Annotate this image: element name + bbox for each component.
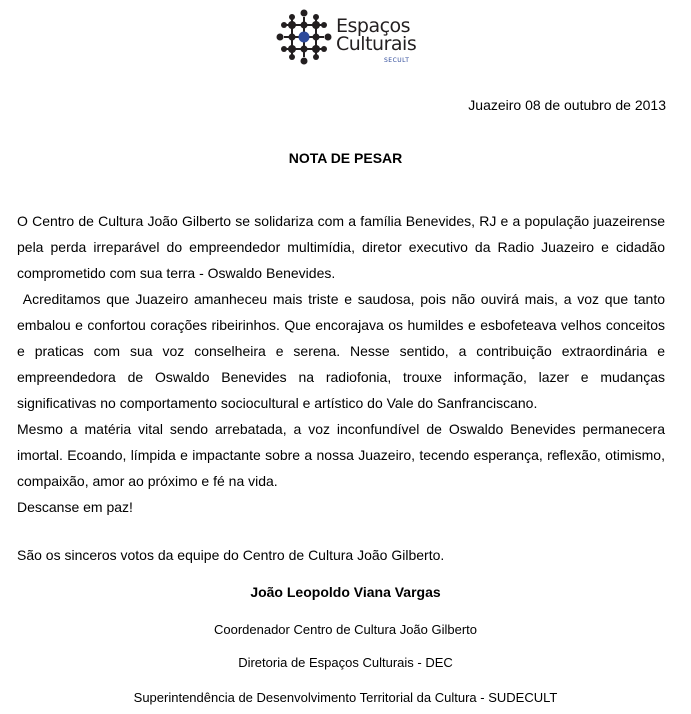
network-dots-icon [276,9,332,65]
closing-line: São os sinceros votos da equipe do Centro de Cultura João Gilberto. [17,547,445,563]
logo-line-2: Culturais [336,33,417,55]
logo-line-1: Espaços [336,15,411,37]
paragraph-4: Descanse em paz! [17,499,133,515]
paragraph-2-text: Acreditamos que Juazeiro amanheceu mais triste e saudosa, pois não ouvirá mais, a voz que tanto embalou e confortou corações ribeirinhos. Que encorajava os humildes e esbofeteava velhos conceitos e praticas com sua voz conselheira e serena. Nesse sentido, a contribuição extraordinária e empreendedora de Oswaldo Benevides na radiofonia, trouxe informação, lazer e mudanças significativas no comportamento sociocultural e artístico do Vale do Sanfranciscano. [17,291,665,411]
logo-subtitle: SECULT [384,57,410,64]
logo-wordmark [336,17,416,54]
document-body [17,208,665,520]
espacos-culturais-logo [276,9,416,69]
document-title: NOTA DE PESAR [288,150,403,166]
paragraph-2 [17,286,665,416]
signatory-department: Diretoria de Espaços Culturais - DEC [238,655,453,670]
document-date: Juazeiro 08 de outubro de 2013 [468,97,666,113]
signatory-name: João Leopoldo Viana Vargas [250,584,441,600]
paragraph-1: O Centro de Cultura João Gilberto se solidariza com a família Benevides, RJ e a população juazeirense pela perda irreparável do empreendedor multimídia, diretor executivo da Radio Juazeiro e cidadão comprometido com sua terra - Oswaldo Benevides. [17,213,665,281]
paragraph-3: Mesmo a matéria vital sendo arrebatada, a voz inconfundível de Oswaldo Benevides permanecera imortal. Ecoando, límpida e impactante sobre a nossa Juazeiro, tecendo esperança, reflexão, otimismo, compaixão, amor ao próximo e fé na vida. [17,421,665,489]
signatory-role: Coordenador Centro de Cultura João Gilberto [213,622,478,637]
signatory-agency: Superintendência de Desenvolvimento Territorial da Cultura - SUDECULT [133,690,558,705]
